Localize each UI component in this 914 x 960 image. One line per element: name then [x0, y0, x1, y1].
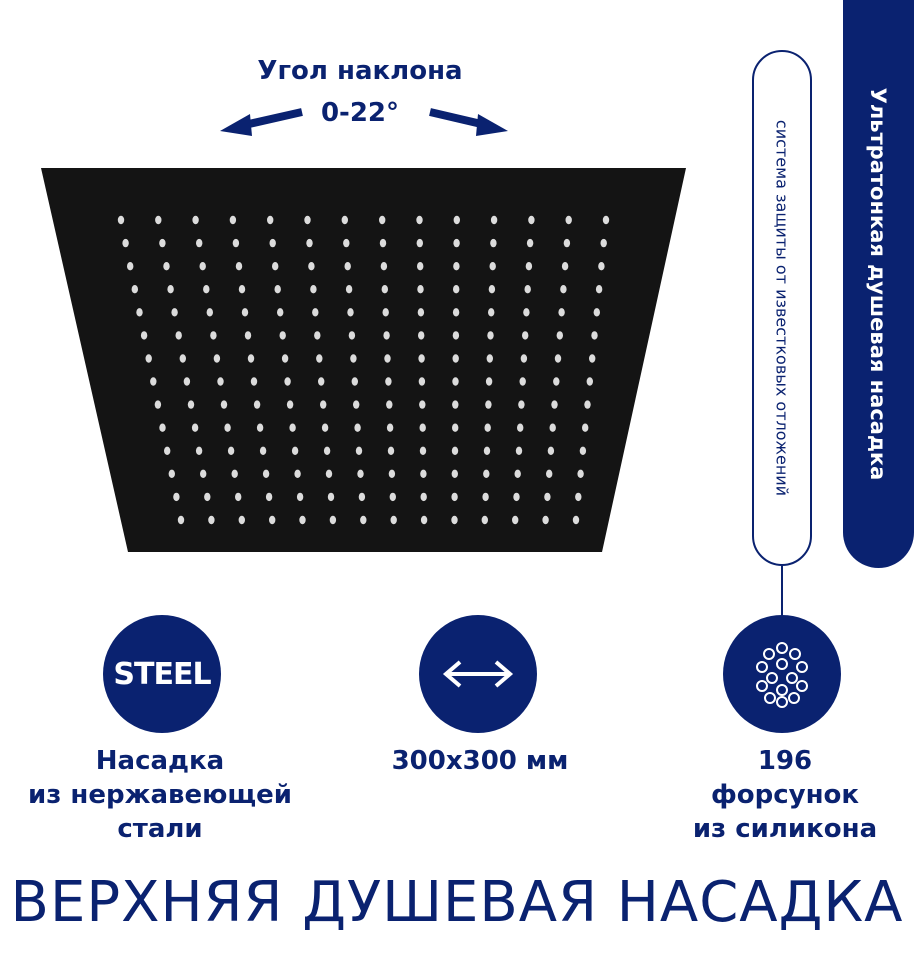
nozzle-ring [777, 697, 787, 707]
nozzle-dot [132, 285, 138, 293]
nozzle-dot [357, 470, 363, 478]
page-title: ВЕРХНЯЯ ДУШЕВАЯ НАСАДКА [10, 870, 904, 935]
nozzle-ring [797, 681, 807, 691]
nozzle-dot [520, 377, 526, 385]
nozzle-dot [528, 216, 534, 224]
nozzle-dot [485, 424, 491, 432]
nozzle-dot [184, 377, 190, 385]
nozzle-dot [146, 354, 152, 362]
nozzle-dot [328, 493, 334, 501]
nozzle-dot [192, 424, 198, 432]
nozzle-dot [155, 216, 161, 224]
nozzle-dot [564, 239, 570, 247]
caption-line: стали [117, 814, 203, 844]
nozzle-dot [208, 516, 214, 524]
nozzle-dot [513, 493, 519, 501]
nozzle-dot [512, 516, 518, 524]
nozzle-dot [587, 377, 593, 385]
nozzle-dot [248, 354, 254, 362]
nozzle-dot [594, 308, 600, 316]
nozzle-dot [550, 424, 556, 432]
nozzle-dot [380, 239, 386, 247]
nozzle-dot [324, 447, 330, 455]
nozzle-dot [210, 331, 216, 339]
nozzle-dot [452, 470, 458, 478]
nozzle-dot [176, 331, 182, 339]
caption-line: Насадка [95, 746, 225, 776]
nozzle-dot [544, 493, 550, 501]
nozzle-dot [245, 331, 251, 339]
double-arrow-icon [419, 615, 537, 733]
lime-protection-text: система защиты от известковых отложений [772, 119, 792, 497]
angle-value: 0-22° [320, 98, 400, 128]
nozzle-dot [418, 308, 424, 316]
nozzle-dot [489, 285, 495, 293]
nozzle-dot [551, 400, 557, 408]
nozzle-dot [266, 493, 272, 501]
nozzle-dot [345, 262, 351, 270]
nozzle-dot [167, 285, 173, 293]
nozzle-dot [159, 239, 165, 247]
nozzle-ring [789, 693, 799, 703]
nozzle-dot [381, 262, 387, 270]
nozzle-ring [777, 643, 787, 653]
nozzle-dot [155, 400, 161, 408]
nozzle-dot [294, 470, 300, 478]
angle-title: Угол наклона [257, 56, 463, 86]
nozzle-dot [383, 331, 389, 339]
nozzle-dot [254, 400, 260, 408]
nozzle-dot [353, 400, 359, 408]
nozzle-dot [257, 424, 263, 432]
nozzle-dot [562, 262, 568, 270]
nozzle-dot [163, 262, 169, 270]
banner-text: Ультратонкая душевая насадка [866, 87, 890, 481]
nozzle-dot [416, 216, 422, 224]
nozzle-dot [316, 354, 322, 362]
caption-line: из нержавеющей [28, 780, 292, 810]
nozzle-dot [326, 470, 332, 478]
nozzle-ring [787, 673, 797, 683]
nozzle-dot [289, 424, 295, 432]
nozzle-dot [322, 424, 328, 432]
tilt-arrows-icon [210, 100, 520, 150]
nozzle-dot [558, 308, 564, 316]
nozzle-dot [350, 354, 356, 362]
nozzle-dot [356, 447, 362, 455]
nozzle-dot [575, 493, 581, 501]
nozzle-dot [196, 447, 202, 455]
nozzle-dot [306, 239, 312, 247]
nozzle-dot [418, 354, 424, 362]
caption-line: из силикона [692, 814, 878, 844]
nozzle-dot [596, 285, 602, 293]
nozzle-dot [169, 470, 175, 478]
nozzle-dot [349, 331, 355, 339]
nozzle-dot [487, 331, 493, 339]
nozzle-ring [767, 673, 777, 683]
nozzle-dot [221, 400, 227, 408]
nozzles-caption [660, 744, 910, 846]
nozzle-dot [546, 470, 552, 478]
nozzle-dot [490, 239, 496, 247]
steel-badge [103, 615, 221, 733]
nozzle-dot [260, 447, 266, 455]
nozzle-dot [417, 262, 423, 270]
nozzle-dot [384, 354, 390, 362]
nozzle-dot [454, 216, 460, 224]
nozzle-ring [777, 659, 787, 669]
nozzle-dot [269, 516, 275, 524]
nozzle-dot [242, 308, 248, 316]
nozzle-dot [297, 493, 303, 501]
nozzle-dot [342, 216, 348, 224]
nozzle-dot [451, 516, 457, 524]
nozzle-dot [239, 516, 245, 524]
nozzle-dot [385, 377, 391, 385]
nozzle-dot [555, 354, 561, 362]
nozzle-dot [354, 424, 360, 432]
nozzle-dot [517, 424, 523, 432]
nozzle-dot [389, 470, 395, 478]
nozzle-dot [518, 400, 524, 408]
nozzle-dot [192, 216, 198, 224]
nozzle-dot [452, 447, 458, 455]
nozzle-dot [420, 424, 426, 432]
nozzle-dot [230, 216, 236, 224]
nozzle-dot [521, 354, 527, 362]
nozzle-dot [141, 331, 147, 339]
nozzle-dot [553, 377, 559, 385]
nozzle-dot [343, 239, 349, 247]
nozzle-dot [542, 516, 548, 524]
nozzle-dot [525, 285, 531, 293]
nozzle-dot [390, 493, 396, 501]
nozzle-dot [320, 400, 326, 408]
nozzle-dot [382, 285, 388, 293]
nozzle-dot [391, 516, 397, 524]
nozzle-dot [548, 447, 554, 455]
nozzle-dot [487, 354, 493, 362]
nozzle-dot [383, 308, 389, 316]
nozzle-dot [417, 285, 423, 293]
nozzle-ring [757, 662, 767, 672]
nozzle-dot [420, 470, 426, 478]
nozzle-dot [318, 377, 324, 385]
nozzle-dot [453, 239, 459, 247]
nozzle-dot [388, 447, 394, 455]
nozzle-dot [299, 516, 305, 524]
nozzle-dot [417, 239, 423, 247]
nozzle-dot [173, 493, 179, 501]
nozzle-dot [491, 216, 497, 224]
nozzle-ring [797, 662, 807, 672]
nozzle-ring [764, 649, 774, 659]
connector-line [781, 566, 783, 618]
nozzle-dot [235, 493, 241, 501]
nozzle-dot [522, 331, 528, 339]
nozzle-dot [451, 493, 457, 501]
nozzle-ring [757, 681, 767, 691]
nozzle-dot [224, 424, 230, 432]
nozzle-dot [352, 377, 358, 385]
nozzle-dot [196, 239, 202, 247]
nozzle-dot [527, 239, 533, 247]
nozzle-dot [490, 262, 496, 270]
nozzle-dot [419, 377, 425, 385]
nozzle-dot [598, 262, 604, 270]
nozzle-dot [452, 377, 458, 385]
nozzle-dot [453, 308, 459, 316]
nozzle-dot [573, 516, 579, 524]
nozzle-dot [418, 331, 424, 339]
nozzle-ring [790, 649, 800, 659]
nozzle-dot [207, 308, 213, 316]
nozzle-dot [122, 239, 128, 247]
nozzle-dot [204, 493, 210, 501]
nozzle-dot [217, 377, 223, 385]
nozzle-dot [526, 262, 532, 270]
nozzle-dot [452, 400, 458, 408]
nozzle-dot [150, 377, 156, 385]
nozzle-dot [560, 285, 566, 293]
nozzle-dot [188, 400, 194, 408]
nozzle-dot [386, 400, 392, 408]
nozzle-dot [200, 470, 206, 478]
nozzle-dot [421, 493, 427, 501]
nozzle-dot [601, 239, 607, 247]
nozzle-dot [387, 424, 393, 432]
nozzle-dot [233, 239, 239, 247]
nozzle-dot [251, 377, 257, 385]
nozzle-dot [292, 447, 298, 455]
nozzle-dot [482, 493, 488, 501]
nozzles-icon [723, 615, 841, 733]
nozzle-dot [453, 285, 459, 293]
nozzle-dot [360, 516, 366, 524]
nozzle-dot [421, 516, 427, 524]
nozzle-dot [379, 216, 385, 224]
nozzle-dot [580, 447, 586, 455]
nozzle-dot [566, 216, 572, 224]
nozzle-dot [236, 262, 242, 270]
nozzle-dot [284, 377, 290, 385]
nozzle-dot [203, 285, 209, 293]
nozzle-dot [359, 493, 365, 501]
nozzle-dot [171, 308, 177, 316]
size-caption [360, 744, 600, 778]
nozzle-dot [420, 447, 426, 455]
nozzle-dot [330, 516, 336, 524]
nozzle-dot [127, 262, 133, 270]
steel-caption [0, 744, 320, 846]
nozzle-dot [584, 400, 590, 408]
nozzle-dot [232, 470, 238, 478]
nozzle-dot [486, 377, 492, 385]
nozzle-dot [178, 516, 184, 524]
nozzle-dot [419, 400, 425, 408]
nozzle-dot [515, 470, 521, 478]
caption-line: форсунок [710, 780, 860, 810]
nozzle-dot [453, 354, 459, 362]
nozzle-dot [314, 331, 320, 339]
nozzle-dot [214, 354, 220, 362]
nozzle-dot [239, 285, 245, 293]
nozzle-dot [136, 308, 142, 316]
nozzle-dot [577, 470, 583, 478]
nozzle-dot [277, 308, 283, 316]
nozzle-dot [483, 470, 489, 478]
nozzle-dot [159, 424, 165, 432]
nozzle-dot [589, 354, 595, 362]
nozzle-dot [164, 447, 170, 455]
nozzle-dot [118, 216, 124, 224]
nozzle-dot [591, 331, 597, 339]
nozzle-dot [484, 447, 490, 455]
nozzle-dot [287, 400, 293, 408]
nozzle-dot [312, 308, 318, 316]
nozzle-dot [347, 308, 353, 316]
nozzle-ring [777, 685, 787, 695]
nozzle-dot [482, 516, 488, 524]
steel-badge-text: STEEL [113, 656, 211, 692]
caption-line: 300x300 мм [391, 746, 569, 776]
nozzle-dot [516, 447, 522, 455]
nozzle-dot [523, 308, 529, 316]
nozzle-ring [765, 693, 775, 703]
caption-line: 196 [757, 746, 813, 776]
nozzle-dot [228, 447, 234, 455]
nozzle-dot [270, 239, 276, 247]
nozzle-dot [308, 262, 314, 270]
nozzle-dot [272, 262, 278, 270]
nozzle-dot [485, 400, 491, 408]
nozzle-dot [180, 354, 186, 362]
shower-head-image [36, 160, 692, 560]
nozzle-dot [280, 331, 286, 339]
nozzle-dot [582, 424, 588, 432]
nozzle-dot [603, 216, 609, 224]
nozzle-dot [275, 285, 281, 293]
nozzle-dot [488, 308, 494, 316]
nozzle-dot [452, 424, 458, 432]
nozzle-dot [263, 470, 269, 478]
nozzle-dot [200, 262, 206, 270]
nozzle-dot [453, 331, 459, 339]
nozzle-dot [453, 262, 459, 270]
nozzle-dot [267, 216, 273, 224]
nozzle-dot [557, 331, 563, 339]
nozzle-dot [282, 354, 288, 362]
nozzle-dot [304, 216, 310, 224]
nozzle-dot [346, 285, 352, 293]
nozzle-dot [310, 285, 316, 293]
